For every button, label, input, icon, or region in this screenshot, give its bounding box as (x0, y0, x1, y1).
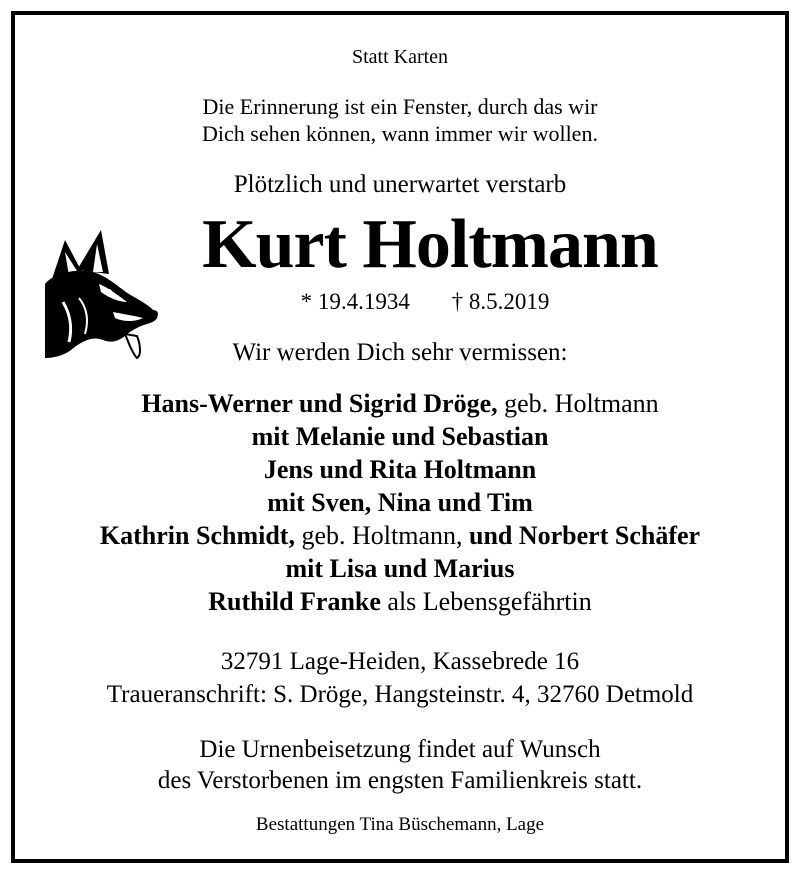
address-block (15, 645, 785, 711)
quote-line-1: Die Erinnerung ist ein Fenster, durch das wir (202, 94, 598, 119)
funeral-line-2: des Verstorbenen im engsten Familienkreis statt. (157, 767, 643, 794)
mourner-note: als Lebensgefährtin (380, 587, 592, 616)
mourner-line (15, 453, 785, 486)
mourner-name: Ruthild Franke (208, 587, 381, 616)
intro-text: Plötzlich und unerwartet verstarb (233, 171, 567, 198)
mourner-name: Jens und Rita Holtmann (263, 455, 537, 484)
mourner-line (15, 585, 785, 618)
mourners-list (15, 387, 785, 618)
mourner-line (15, 552, 785, 585)
mourner-name: mit Sven, Nina und Tim (267, 488, 533, 517)
mourner-name: Hans-Werner und Sigrid Dröge, (141, 389, 498, 418)
mourner-line (15, 387, 785, 420)
death-date: † 8.5.2019 (451, 289, 550, 314)
deceased-name: Kurt Holtmann (202, 206, 658, 283)
funeral-notice (15, 734, 785, 796)
mourner-note: geb. Holtmann (497, 389, 659, 418)
mourner-name: und Norbert Schäfer (468, 521, 701, 550)
mourner-line (15, 420, 785, 453)
quote-line-2: Dich sehen können, wann immer wir wollen. (202, 121, 598, 146)
life-dates (65, 289, 785, 315)
mourner-name: mit Melanie und Sebastian (251, 422, 549, 451)
mourner-name: mit Lisa und Marius (285, 554, 515, 583)
home-address: 32791 Lage-Heiden, Kassebrede 16 (220, 648, 580, 675)
birth-date: * 19.4.1934 (300, 289, 410, 314)
mourner-line (15, 486, 785, 519)
header-text: Statt Karten (351, 46, 449, 68)
undertaker-text: Bestattungen Tina Büschemann, Lage (255, 814, 545, 835)
funeral-line-1: Die Urnenbeisetzung findet auf Wunsch (199, 736, 601, 763)
obituary-frame (11, 11, 789, 863)
memorial-quote (15, 93, 785, 147)
mourner-line (15, 519, 785, 552)
mourner-name: Kathrin Schmidt, (99, 521, 295, 550)
mourner-note: geb. Holtmann, (294, 521, 469, 550)
miss-line: Wir werden Dich sehr vermissen: (232, 339, 568, 366)
mourning-address: Traueranschrift: S. Dröge, Hangsteinstr. 4, 32760 Detmold (106, 681, 694, 708)
